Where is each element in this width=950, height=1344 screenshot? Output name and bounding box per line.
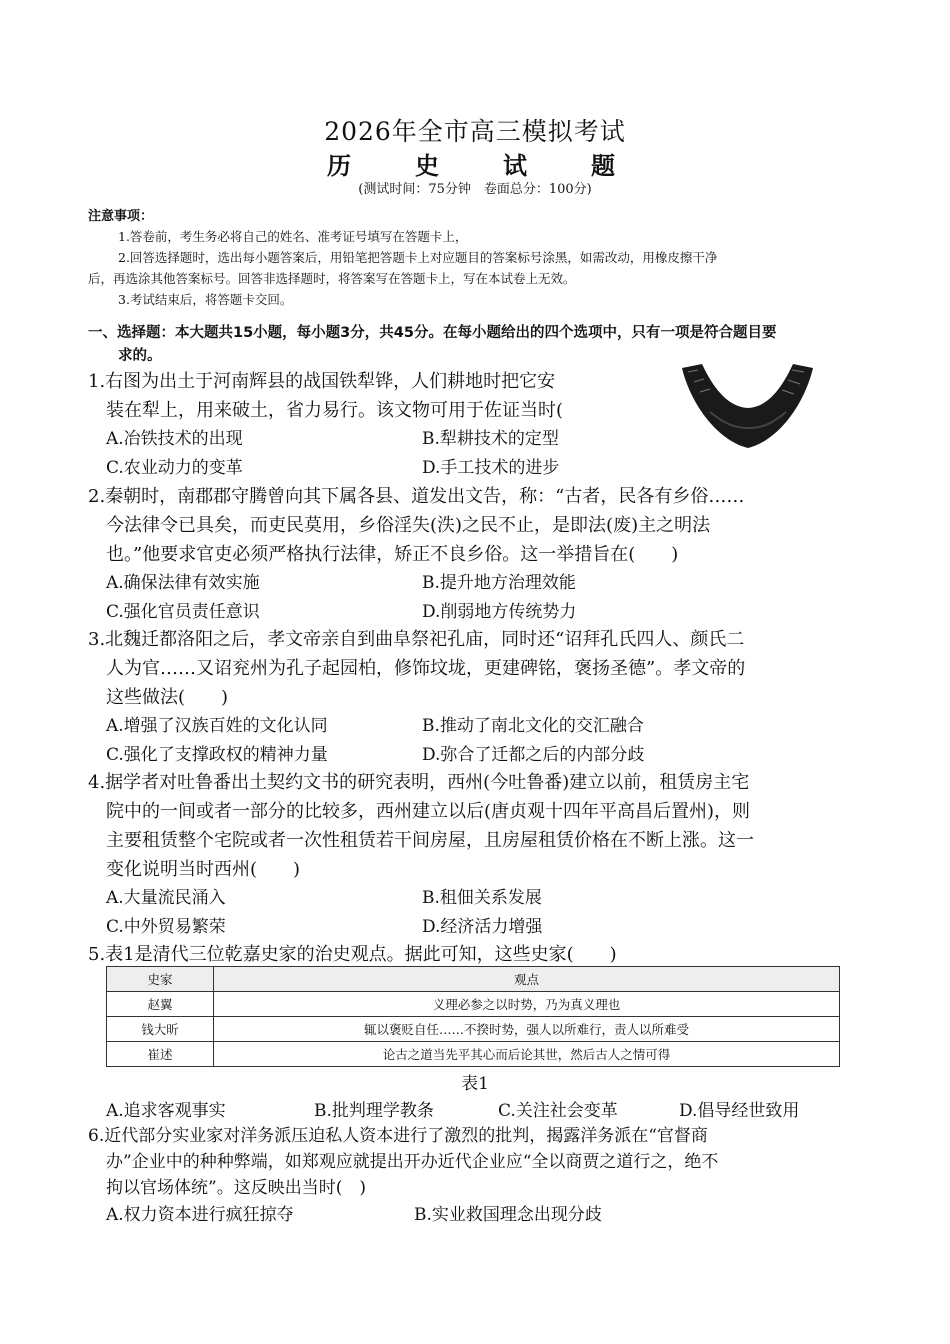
question-2-option-a[interactable]: A.确保法律有效实施 bbox=[106, 573, 260, 593]
question-6-line-3: 拘以官场体统”。这反映出当时( ) bbox=[106, 1178, 366, 1198]
table-caption: 表1 bbox=[461, 1074, 489, 1094]
question-1-option-c[interactable]: C.农业动力的变革 bbox=[106, 458, 243, 478]
question-5-line-1: 5.表1是清代三位乾嘉史家的治史观点。据此可知，这些史家( ) bbox=[88, 944, 617, 965]
question-4-line-4: 变化说明当时西州( ) bbox=[106, 859, 301, 880]
table-cell: 义理必参之以时势，乃为真义理也 bbox=[214, 992, 840, 1017]
question-6-line-1: 6.近代部分实业家对洋务派压迫私人资本进行了激烈的批判，揭露洋务派在“官督商 bbox=[88, 1126, 708, 1146]
subject-char: 题 bbox=[591, 151, 623, 180]
table-cell: 崔述 bbox=[107, 1042, 214, 1067]
question-4-option-d[interactable]: D.经济活力增强 bbox=[422, 917, 543, 937]
table-header-row bbox=[107, 967, 840, 992]
question-1-option-a[interactable]: A.冶铁技术的出现 bbox=[106, 429, 243, 449]
table-row bbox=[107, 1017, 840, 1042]
subject-char: 史 bbox=[415, 151, 447, 180]
question-3-option-a[interactable]: A.增强了汉族百姓的文化认同 bbox=[106, 716, 328, 736]
question-2-option-b[interactable]: B.提升地方治理效能 bbox=[422, 573, 576, 593]
question-3-line-3: 这些做法( ) bbox=[106, 687, 229, 708]
question-4-option-a[interactable]: A.大量流民涌入 bbox=[106, 888, 226, 908]
question-1-option-d[interactable]: D.手工技术的进步 bbox=[422, 458, 560, 478]
question-5-option-d[interactable]: D.倡导经世致用 bbox=[679, 1101, 800, 1121]
question-2-option-d[interactable]: D.削弱地方传统势力 bbox=[422, 602, 577, 622]
question-3-option-c[interactable]: C.强化了支撑政权的精神力量 bbox=[106, 745, 328, 765]
question-1-line-1: 1.右图为出土于河南辉县的战国铁犁铧，人们耕地时把它安 bbox=[88, 371, 556, 392]
question-5-option-c[interactable]: C.关注社会变革 bbox=[498, 1101, 618, 1121]
table-1 bbox=[106, 966, 840, 1067]
section-line-2: 求的。 bbox=[118, 348, 162, 364]
notice-heading: 注意事项： bbox=[88, 209, 154, 224]
table-cell: 钱大昕 bbox=[107, 1017, 214, 1042]
question-4-line-2: 院中的一间或者一部分的比较多，西州建立以后(唐贞观十四年平高昌后置州)，则 bbox=[106, 801, 751, 822]
question-1-line-2: 装在犁上，用来破土，省力易行。该文物可用于佐证当时( bbox=[106, 400, 564, 421]
iron-plowshare-image bbox=[680, 362, 815, 452]
table-row bbox=[107, 992, 840, 1017]
subject-char: 历 bbox=[327, 151, 359, 180]
question-2-option-c[interactable]: C.强化官员责任意识 bbox=[106, 602, 260, 622]
question-6-option-a[interactable]: A.权力资本进行疯狂掠夺 bbox=[106, 1205, 294, 1225]
question-4-line-3: 主要租赁整个宅院或者一次性租赁若干间房屋，且房屋租赁价格在不断上涨。这一 bbox=[106, 830, 754, 851]
notice-item-3: 3.考试结束后，将答题卡交回。 bbox=[118, 292, 293, 307]
table-cell: 辄以褒贬自任……不揆时势，强人以所难行，责人以所难受 bbox=[214, 1017, 840, 1042]
question-3-line-2: 人为官……又诏兖州为孔子起园柏，修饰坟垅，更建碑铭，褒扬圣德”。孝文帝的 bbox=[106, 658, 746, 679]
section-line-1: 一、选择题：本大题共15小题，每小题3分，共45分。在每小题给出的四个选项中，只有一项是符合题目要 bbox=[88, 325, 777, 341]
question-3-option-d[interactable]: D.弥合了迁都之后的内部分歧 bbox=[422, 745, 645, 765]
table-cell: 论古之道当先平其心而后论其世，然后古人之情可得 bbox=[214, 1042, 840, 1067]
table-cell: 赵翼 bbox=[107, 992, 214, 1017]
table-row bbox=[107, 1042, 840, 1067]
question-5-option-a[interactable]: A.追求客观事实 bbox=[106, 1101, 226, 1121]
table-header-cell: 史家 bbox=[107, 967, 214, 992]
notice-item-2: 2.回答选择题时，选出每小题答案后，用铅笔把答题卡上对应题目的答案标号涂黑，如需改动，用橡皮擦干净 bbox=[118, 250, 718, 265]
question-4-option-c[interactable]: C.中外贸易繁荣 bbox=[106, 917, 226, 937]
subject-char: 试 bbox=[503, 151, 535, 180]
exam-title: 2026年全市高三模拟考试 bbox=[324, 117, 626, 146]
question-3-option-b[interactable]: B.推动了南北文化的交汇融合 bbox=[422, 716, 644, 736]
question-6-line-2: 办”企业中的种种弊端，如郑观应就提出开办近代企业应“全以商贾之道行之，绝不 bbox=[106, 1152, 719, 1172]
notice-item-1: 1.答卷前，考生务必将自己的姓名、准考证号填写在答题卡上， bbox=[118, 229, 468, 244]
question-2-line-1: 2.秦朝时，南郡郡守腾曾向其下属各县、道发出文告，称：“古者，民各有乡俗…… bbox=[88, 486, 745, 507]
question-2-line-3: 也。”他要求官吏必须严格执行法律，矫正不良乡俗。这一举措旨在( ) bbox=[106, 544, 679, 565]
subject-title bbox=[0, 146, 950, 181]
question-5-option-b[interactable]: B.批判理学教条 bbox=[314, 1101, 434, 1121]
question-4-line-1: 4.据学者对吐鲁番出土契约文书的研究表明，西州(今吐鲁番)建立以前，租赁房主宅 bbox=[88, 772, 750, 793]
question-6-option-b[interactable]: B.实业救国理念出现分歧 bbox=[414, 1205, 602, 1225]
question-3-line-1: 3.北魏迁都洛阳之后，孝文帝亲自到曲阜祭祀孔庙，同时还“诏拜孔氏四人、颜氏二 bbox=[88, 629, 745, 650]
notice-item-2-cont: 后，再选涂其他答案标号。回答非选择题时，将答案写在答题卡上，写在本试卷上无效。 bbox=[88, 271, 576, 286]
table-header-cell: 观点 bbox=[214, 967, 840, 992]
question-1-option-b[interactable]: B.犁耕技术的定型 bbox=[422, 429, 559, 449]
question-2-line-2: 今法律令已具矣，而吏民莫用，乡俗淫失(泆)之民不止，是即法(废)主之明法 bbox=[106, 515, 711, 536]
question-4-option-b[interactable]: B.租佃关系发展 bbox=[422, 888, 542, 908]
exam-info: (测试时间：75分钟 卷面总分：100分) bbox=[358, 182, 592, 197]
